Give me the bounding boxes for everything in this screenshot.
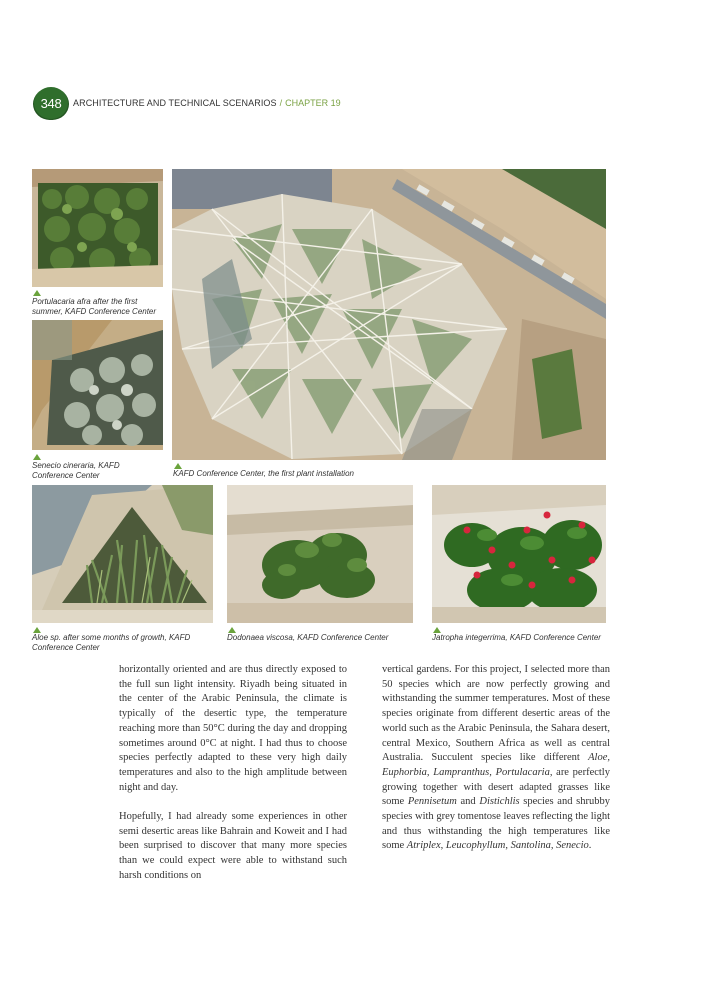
header-separator: / (279, 98, 283, 108)
photo-dodonaea (227, 485, 413, 623)
text-column-left (119, 663, 347, 898)
caption-portulacaria: Portulacaria afra after the first summer, KAFD Conference Center (32, 297, 157, 316)
photo-aloe (32, 485, 213, 623)
photo-portulacaria (32, 169, 163, 287)
caption-jatropha: Jatropha integerrima, KAFD Conference Center (432, 633, 601, 642)
paragraph: Hopefully, I had already some experiences in other semi desertic areas like Bahrain and Koweit and I had been surprised to discover that many more species than we could expect were able to withstand such harsh conditions on (119, 811, 347, 881)
paragraph: vertical gardens. For this project, I selected more than 50 species which are now perfectly growing and withstanding the summer temperatures. Most of these species originate from different desertic areas of the world such as the Arabic Peninsula, the Sahara desert, central Mexico, Southern Africa as well as central Australia. Succulent species like different Aloe, Euphorbia, Lampranthus, Portulacaria, are perfectly growing together with desert adapted grasses like some Pennisetum and Distichlis species and shrubby species with grey tomentose leaves reflecting the light and thus withstanding the high temperatures like some Atriplex, Leucophyllum, Santolina, Senecio. (382, 664, 610, 852)
photo-senecio (32, 320, 163, 450)
caption-senecio: Senecio cineraria, KAFD Conference Center (32, 461, 120, 480)
paragraph: horizontally oriented and are thus directly exposed to the full sun light intensity. Riyadh being situated in the center of the Arabic Peninsula, the climate is typically of the desertic type, the temperature reaching more than 50°C during the day and dropping sometimes around 0°C at night. I had thus to choose species perfectly adapted to these very high daily temperatures and also to the high amplitude between night and day. (119, 664, 347, 793)
species-name: Distichlis (479, 796, 520, 808)
species-names: Atriplex, Leucophyllum, Santolina, Senecio (406, 840, 589, 852)
text-column-right (382, 663, 610, 869)
caption-dodonaea: Dodonaea viscosa, KAFD Conference Center (227, 633, 389, 642)
caption-kafd: KAFD Conference Center, the first plant installation (173, 469, 354, 478)
page-header (34, 88, 341, 118)
caption-marker-icon (33, 454, 41, 460)
species-names: Aloe, Euphorbia, Lampranthus, Portulacaria, (382, 752, 610, 778)
caption-marker-icon (33, 290, 41, 296)
photo-jatropha (432, 485, 606, 623)
page-number-badge (34, 87, 68, 119)
photo-kafd-aerial (172, 169, 606, 460)
page-number: 348 (40, 95, 62, 111)
chapter-label: CHAPTER 19 (285, 98, 341, 108)
section-title: ARCHITECTURE AND TECHNICAL SCENARIOS (73, 98, 277, 108)
caption-aloe: Aloe sp. after some months of growth, KAFD Conference Center (32, 633, 191, 652)
species-name: Pennisetum (407, 796, 457, 808)
